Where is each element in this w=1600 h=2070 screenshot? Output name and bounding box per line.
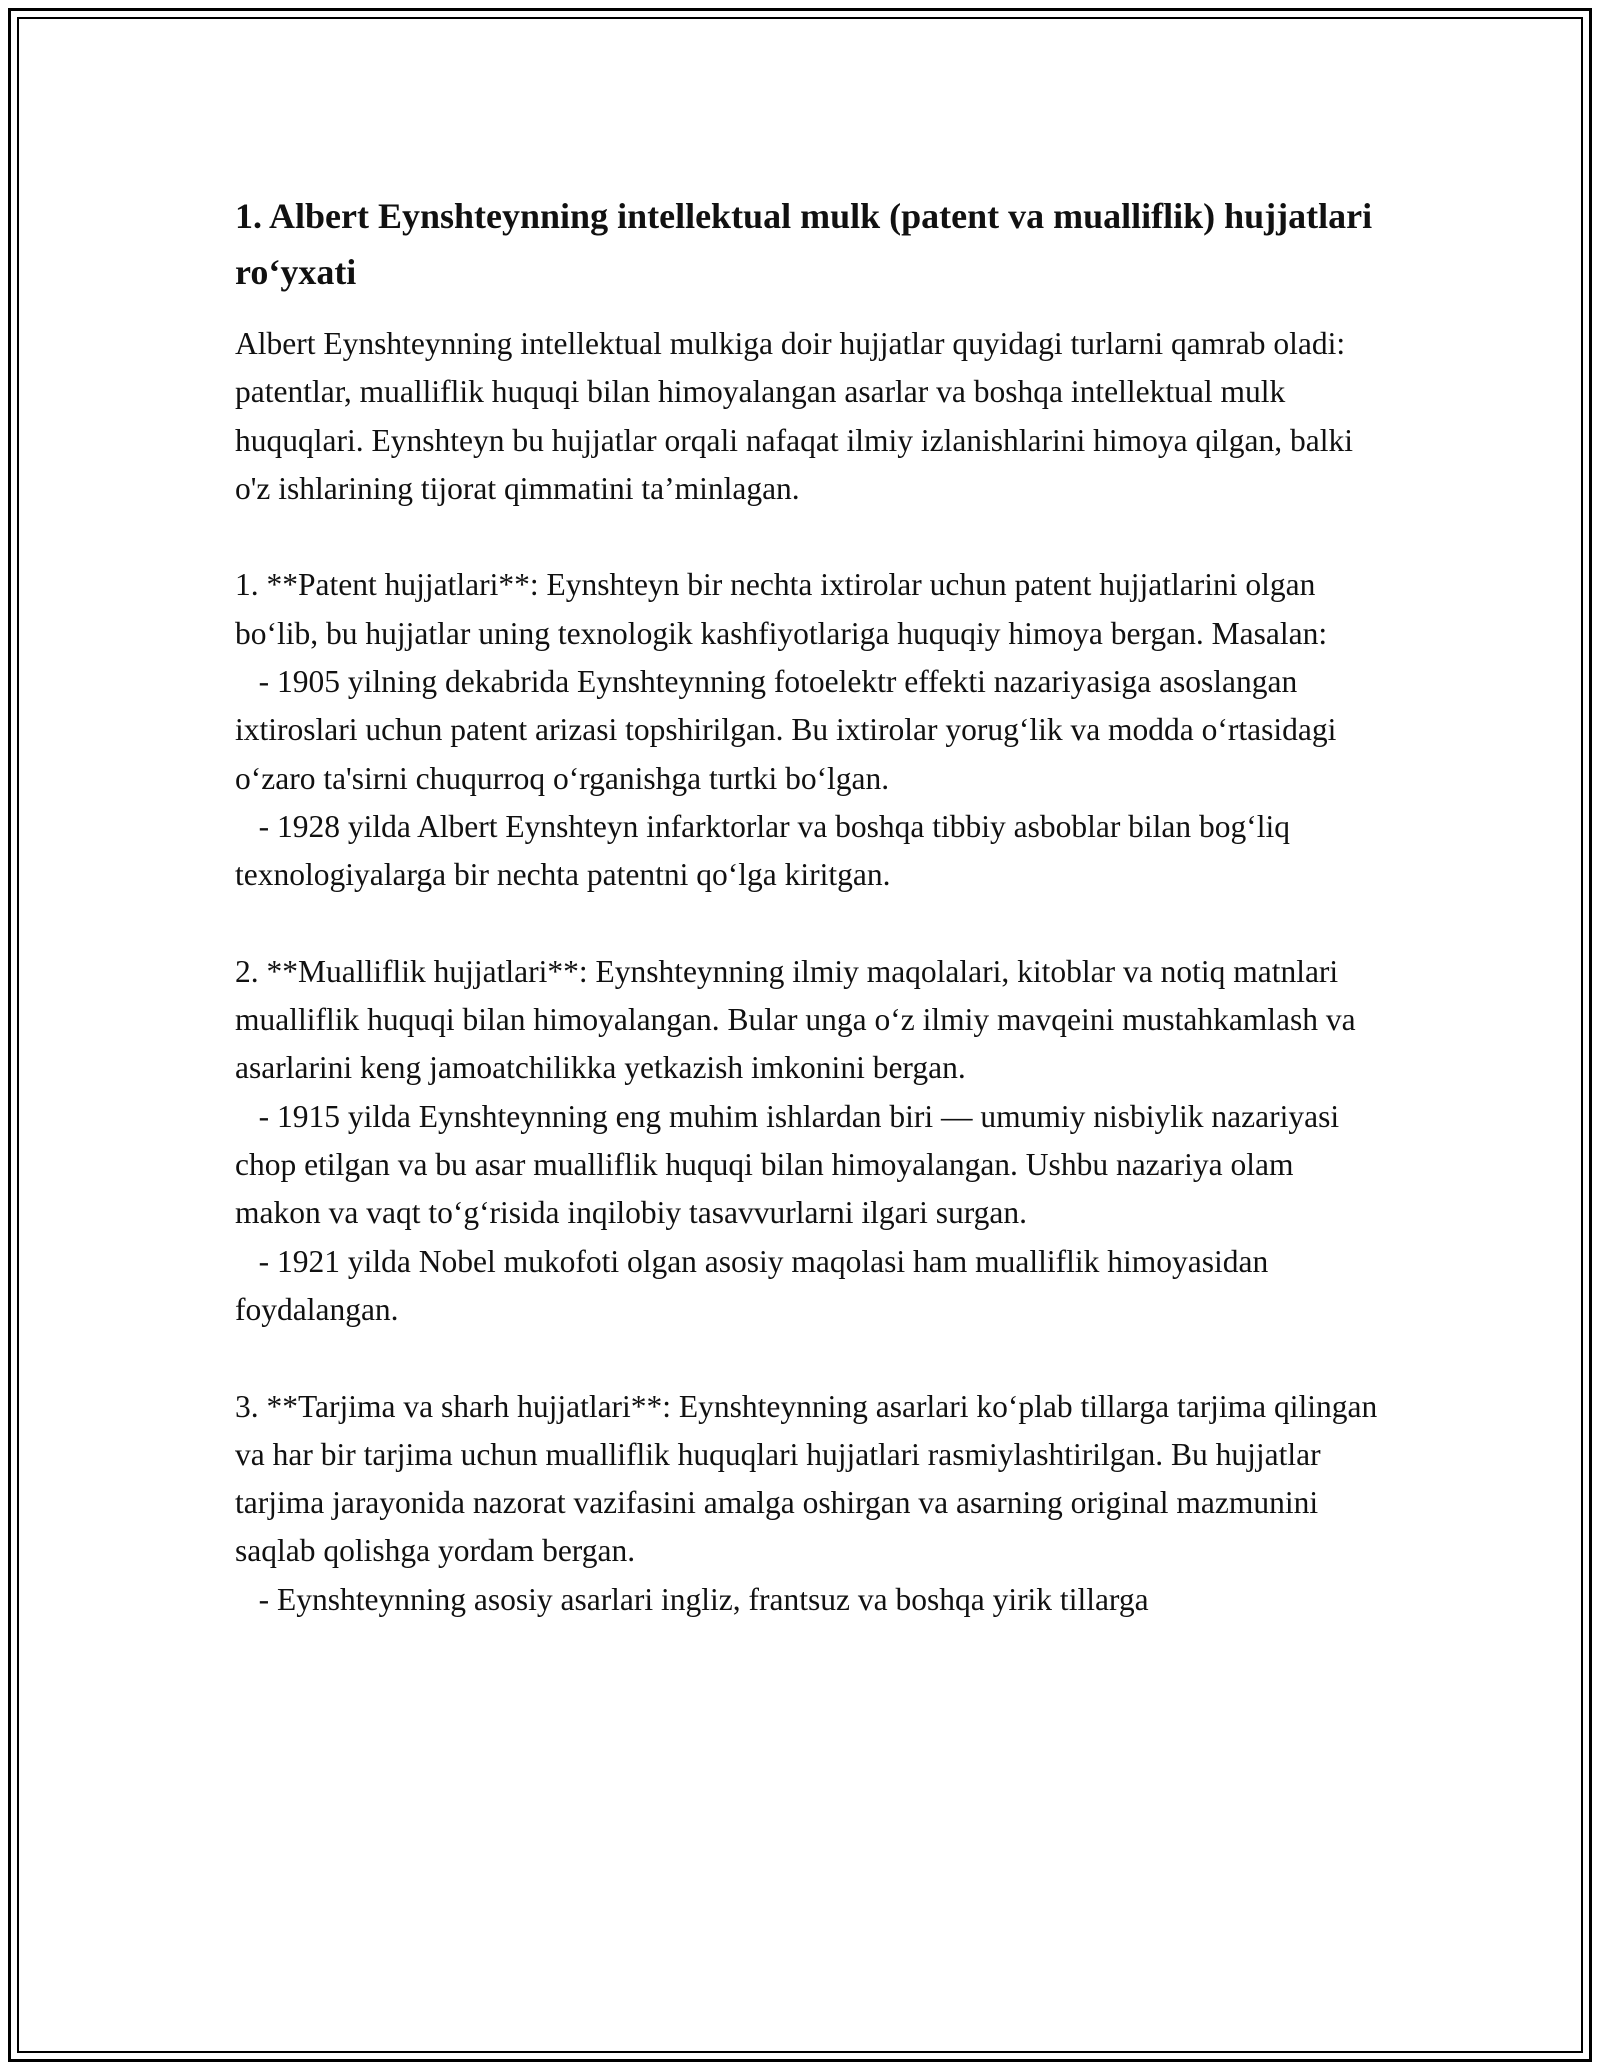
document-body: Albert Eynshteynning intellektual mulkiga doir hujjatlar quyidagi turlarni qamrab oladi: patentlar, mualliflik huquqi bilan himoyalangan asarlar va boshqa intellektual mulk huquqlari. Eynshteyn bu hujjatlar orqali nafaqat ilmiy izlanishlarini himoya qilgan, balki o'z ishlarining tijorat qimmatini ta’minlagan. 1. **Patent hujjatlari**: Eynshteyn bir nechta ixtirolar uchun patent hujjatlarini olgan bo‘lib, bu hujjatlar uning texnologik kashfiyotlariga huquqiy himoya bergan. Masalan: - 1905 yilning dekabrida Eynshteynning fotoelektr effekti nazariyasiga asoslangan ixtiroslari uchun patent arizasi topshirilgan. Bu ixtirolar yorug‘lik va modda o‘rtasidagi o‘zaro ta'sirni chuqurroq o‘rganishga turtki bo‘lgan. - 1928 yilda Albert Eynshteyn infarktorlar va boshqa tibbiy asboblar bilan bog‘liq texnologiyalarga bir nechta patentni qo‘lga kiritgan. 2. **Mualliflik hujjatlari**: Eynshteynning ilmiy maqolalari, kitoblar va notiq matnlari mualliflik huquqi bilan himoyalangan. Bular unga o‘z ilmiy mavqeini mustahkamlash va asarlarini keng jamoatchilikka yetkazish imkonini bergan. - 1915 yilda Eynshteynning eng muhim ishlardan biri — umumiy nisbiylik nazariyasi chop etilgan va bu asar mualliflik huquqi bilan himoyalangan. Ushbu nazariya olam makon va vaqt to‘g‘risida inqilobiy tasavvurlarni ilgari surgan. - 1921 yilda Nobel mukofoti olgan asosiy maqolasi ham mualliflik himoyasidan foydalangan. 3. **Tarjima va sharh hujjatlari**: Eynshteynning asarlari ko‘plab tillarga tarjima qilingan va har bir tarjima uchun mualliflik huquqlari hujjatlari rasmiylashtirilgan. Bu hujjatlar tarjima jarayonida nazorat vazifasini amalga oshirgan va asarning original mazmunini saqlab qolishga yordam bergan. - Eynshteynning asosiy asarlari ingliz, frantsuz va boshqa yirik tillarga [235, 326, 1378, 1617]
document-page [235, 188, 1385, 1624]
document-title: 1. Albert Eynshteynning intellektual mulk (patent va mualliflik) hujjatlari ro‘yxati [235, 196, 1373, 292]
